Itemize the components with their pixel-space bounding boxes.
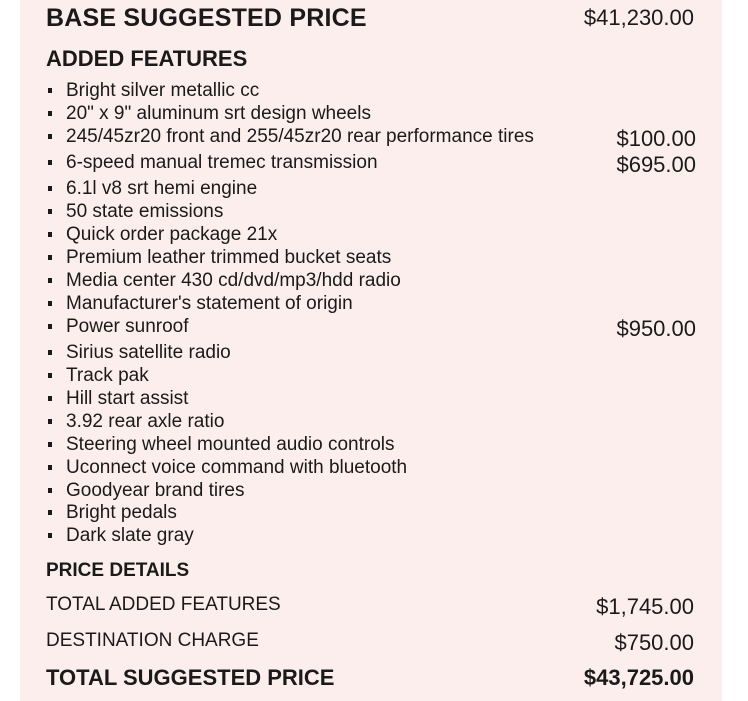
total-added-features-label: TOTAL ADDED FEATURES xyxy=(46,594,281,615)
feature-label: Bright pedals xyxy=(66,502,177,523)
feature-label: Power sunroof xyxy=(66,316,189,337)
feature-item xyxy=(46,201,696,223)
bullet-icon xyxy=(48,160,52,165)
total-suggested-price-value: $43,725.00 xyxy=(583,665,694,690)
added-features-title: ADDED FEATURES xyxy=(46,46,248,71)
feature-label: 20" x 9" aluminum srt design wheels xyxy=(66,103,371,124)
feature-item xyxy=(46,178,696,200)
destination-charge-label: DESTINATION CHARGE xyxy=(46,630,259,651)
total-added-features-value: $1,745.00 xyxy=(596,594,694,619)
feature-item xyxy=(46,224,696,246)
feature-label: Media center 430 cd/dvd/mp3/hdd radio xyxy=(66,270,401,291)
bullet-icon xyxy=(48,186,52,191)
feature-item xyxy=(46,316,696,341)
feature-item xyxy=(46,342,696,364)
feature-label: Goodyear brand tires xyxy=(66,480,245,501)
destination-charge-value: $750.00 xyxy=(614,630,694,655)
bullet-icon xyxy=(48,301,52,306)
feature-label: 50 state emissions xyxy=(66,201,224,222)
feature-label: Sirius satellite radio xyxy=(66,342,231,363)
feature-item xyxy=(46,434,696,456)
bullet-icon xyxy=(48,510,52,515)
feature-item xyxy=(46,80,696,102)
bullet-icon xyxy=(48,232,52,237)
feature-item xyxy=(46,388,696,410)
feature-label: Track pak xyxy=(66,365,149,386)
bullet-icon xyxy=(48,442,52,447)
price-sheet xyxy=(20,0,722,701)
bullet-icon xyxy=(48,209,52,214)
feature-price: $695.00 xyxy=(616,152,696,177)
feature-label: 3.92 rear axle ratio xyxy=(66,411,225,432)
feature-label: Bright silver metallic cc xyxy=(66,80,260,101)
feature-item xyxy=(46,247,696,269)
feature-item xyxy=(46,457,696,479)
bullet-icon xyxy=(48,533,52,538)
feature-label: 6-speed manual tremec transmission xyxy=(66,152,378,173)
base-price-title: BASE SUGGESTED PRICE xyxy=(46,4,367,32)
feature-item xyxy=(46,411,696,433)
feature-label: Steering wheel mounted audio controls xyxy=(66,434,395,455)
feature-item xyxy=(46,103,696,125)
bullet-icon xyxy=(48,88,52,93)
feature-item xyxy=(46,480,696,502)
bullet-icon xyxy=(48,255,52,260)
total-suggested-price-label: TOTAL SUGGESTED PRICE xyxy=(46,665,335,690)
price-details-title: PRICE DETAILS xyxy=(46,560,190,581)
bullet-icon xyxy=(48,111,52,116)
bullet-icon xyxy=(48,396,52,401)
bullet-icon xyxy=(48,324,52,329)
feature-item xyxy=(46,126,696,151)
feature-label: Uconnect voice command with bluetooth xyxy=(66,457,408,478)
feature-item xyxy=(46,525,696,547)
bullet-icon xyxy=(48,350,52,355)
feature-price: $950.00 xyxy=(616,316,696,341)
bullet-icon xyxy=(48,419,52,424)
feature-label: 6.1l v8 srt hemi engine xyxy=(66,178,258,199)
bullet-icon xyxy=(48,134,52,139)
feature-item xyxy=(46,152,696,177)
bullet-icon xyxy=(48,278,52,283)
feature-label: Hill start assist xyxy=(66,388,189,409)
feature-item xyxy=(46,270,696,292)
feature-label: Dark slate gray xyxy=(66,525,194,546)
base-price-value: $41,230.00 xyxy=(583,5,694,30)
bullet-icon xyxy=(48,488,52,493)
feature-label: Premium leather trimmed bucket seats xyxy=(66,247,392,268)
feature-price: $100.00 xyxy=(616,126,696,151)
bullet-icon xyxy=(48,373,52,378)
feature-label: 245/45zr20 front and 255/45zr20 rear performance tires xyxy=(66,126,534,147)
feature-item xyxy=(46,293,696,315)
feature-label: Quick order package 21x xyxy=(66,224,278,245)
feature-label: Manufacturer's statement of origin xyxy=(66,293,353,314)
feature-item xyxy=(46,502,696,524)
bullet-icon xyxy=(48,465,52,470)
feature-item xyxy=(46,365,696,387)
